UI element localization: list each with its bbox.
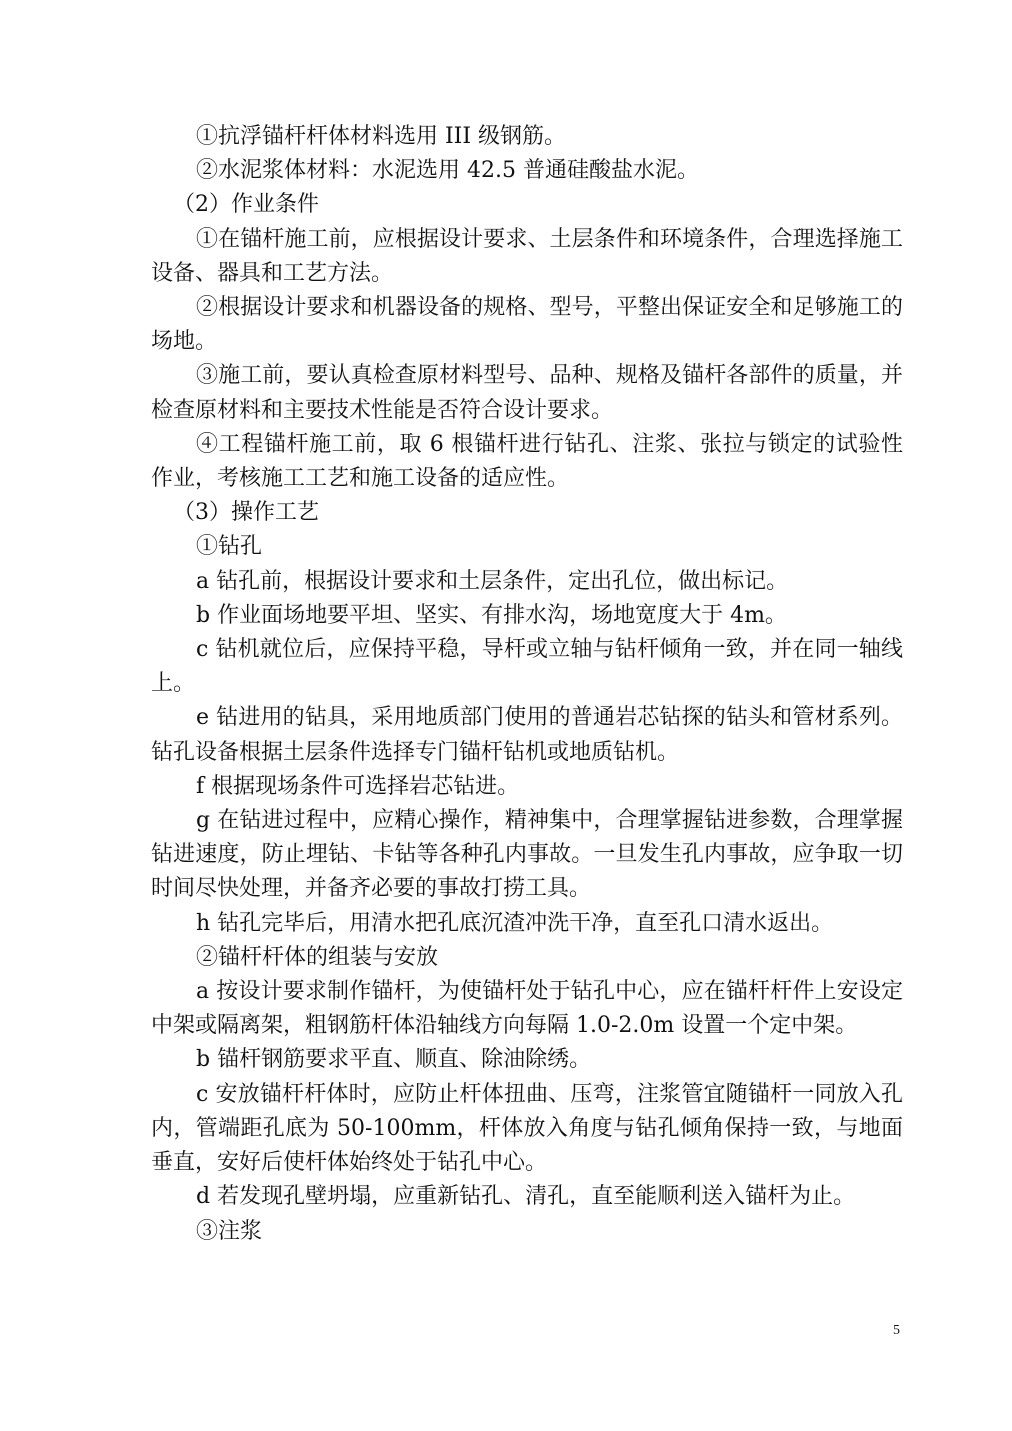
paragraph: a 钻孔前，根据设计要求和土层条件，定出孔位，做出标记。 <box>196 568 789 594</box>
paragraph: ②水泥浆体材料：水泥选用 42.5 普通硅酸盐水泥。 <box>196 158 699 184</box>
paragraph: ③施工前，要认真检查原材料型号、品种、规格及锚杆各部件的质量，并检查原材料和主要技术性能是否符合设计要求。 <box>151 363 903 423</box>
paragraph: g 在钻进过程中，应精心操作，精神集中，合理掌握钻进参数，合理掌握钻进速度，防止埋钻、卡钻等各种孔内事故。一旦发生孔内事故，应争取一切时间尽快处理，并备齐必要的事故打捞工具。 <box>151 808 903 902</box>
page-number: 5 <box>893 1323 900 1338</box>
paragraph: f 根据现场条件可选择岩芯钻进。 <box>196 773 520 799</box>
paragraph: ②根据设计要求和机器设备的规格、型号，平整出保证安全和足够施工的场地。 <box>151 295 903 355</box>
paragraph: ①抗浮锚杆杆体材料选用 III 级钢筋。 <box>196 124 567 149</box>
paragraph: c 安放锚杆杆体时，应防止杆体扭曲、压弯，注浆管宜随锚杆一同放入孔内，管端距孔底为 50-100mm，杆体放入角度与钻孔倾角保持一致，与地面垂直，安好后使杆体始终处于钻孔中心。 <box>151 1081 903 1176</box>
paragraph: e 钻进用的钻具，采用地质部门使用的普通岩芯钻探的钻头和管材系列。钻孔设备根据土层条件选择专门锚杆钻机或地质钻机。 <box>151 705 903 765</box>
paragraph: b 锚杆钢筋要求平直、顺直、除油除绣。 <box>196 1047 592 1073</box>
paragraph: c 钻机就位后，应保持平稳，导杆或立轴与钻杆倾角一致，并在同一轴线上。 <box>151 637 903 697</box>
paragraph: h 钻孔完毕后，用清水把孔底沉渣冲洗干净，直至孔口清水返出。 <box>196 910 834 936</box>
section-heading: （2）作业条件 <box>173 192 319 218</box>
paragraph: a 按设计要求制作锚杆，为使锚杆处于钻孔中心，应在锚杆杆件上安设定中架或隔离架，粗钢筋杆体沿轴线方向每隔 1.0-2.0m 设置一个定中架。 <box>151 979 903 1039</box>
paragraph: ①在锚杆施工前，应根据设计要求、土层条件和环境条件，合理选择施工设备、器具和工艺方法。 <box>151 226 903 286</box>
subsection-heading: ②锚杆杆体的组装与安放 <box>196 944 439 970</box>
subsection-heading: ③注浆 <box>196 1218 263 1244</box>
subsection-heading: ①钻孔 <box>196 534 263 560</box>
paragraph: d 若发现孔壁坍塌，应重新钻孔、清孔，直至能顺利送入锚杆为止。 <box>196 1184 856 1210</box>
paragraph: b 作业面场地要平坦、坚实、有排水沟，场地宽度大于 4m。 <box>196 602 787 628</box>
paragraph: ④工程锚杆施工前，取 6 根锚杆进行钻孔、注浆、张拉与锁定的试验性作业，考核施工工艺和施工设备的适应性。 <box>151 431 903 492</box>
document-body <box>151 120 903 1249</box>
section-heading: （3）操作工艺 <box>173 500 319 526</box>
